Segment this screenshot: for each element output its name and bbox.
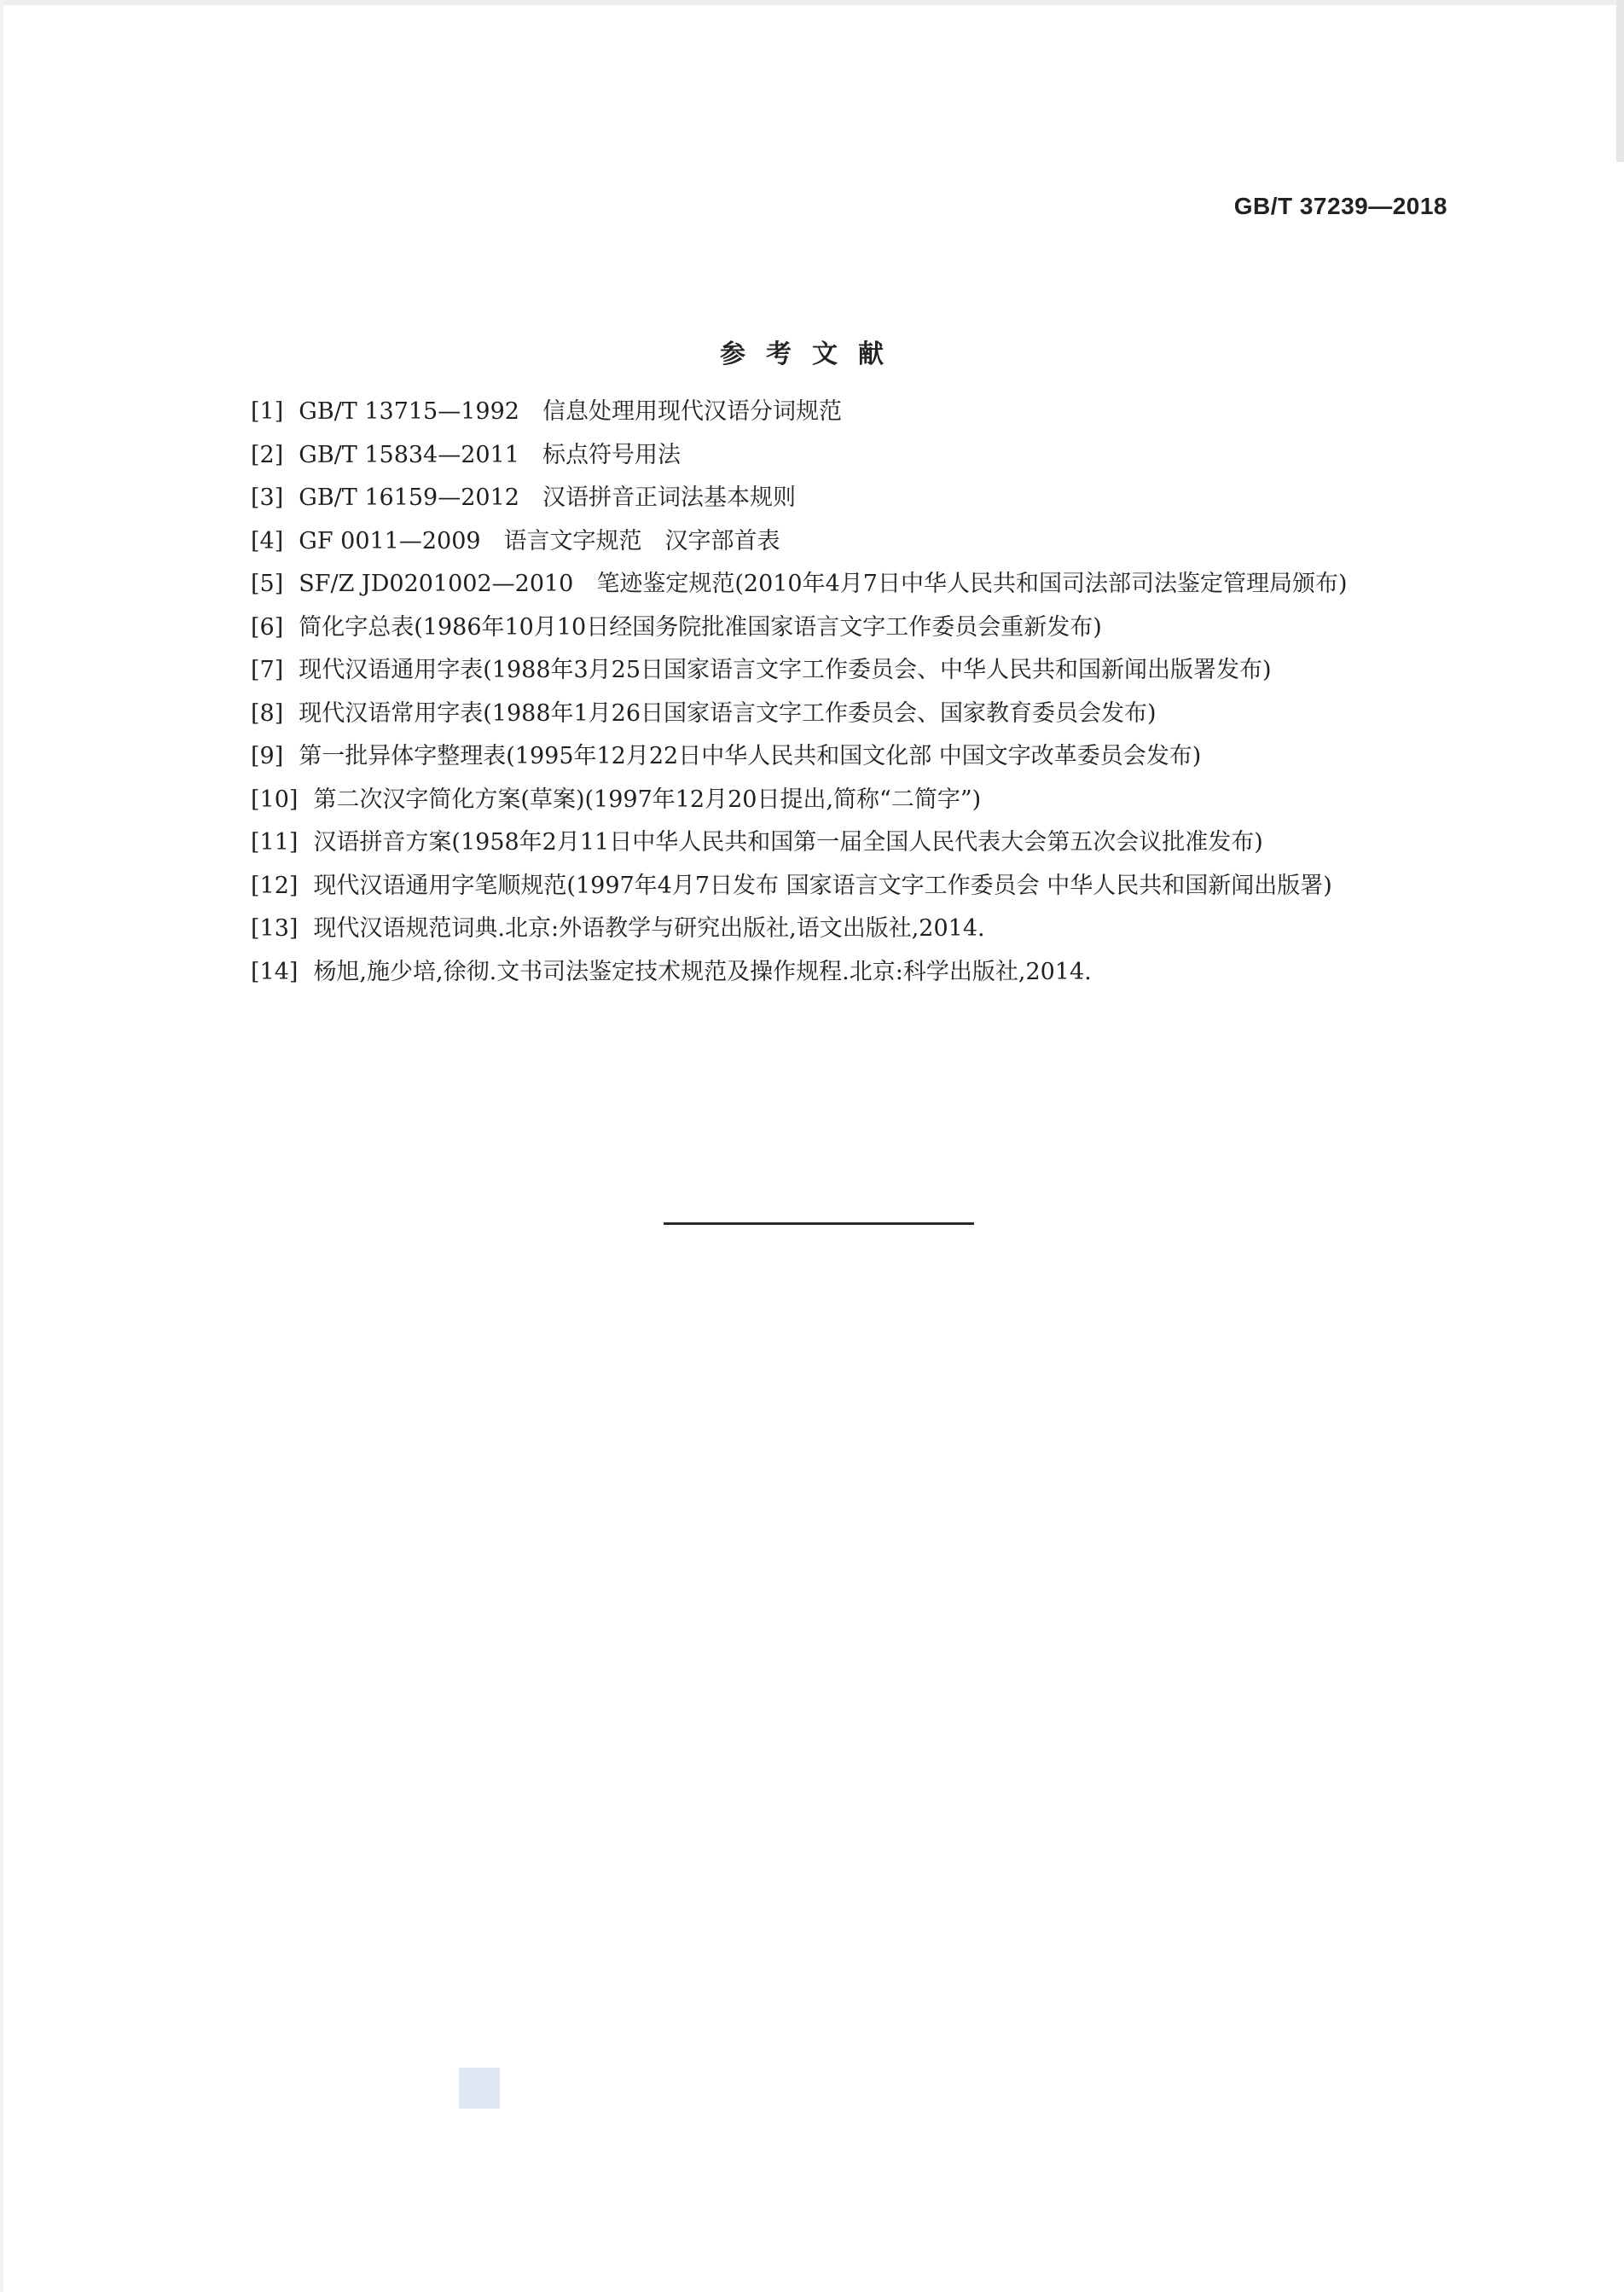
reference-text: 现代汉语通用字笔顺规范(1997年4月7日发布 国家语言文字工作委员会 中华人民共和国新闻出版署) <box>313 872 1332 899</box>
reference-text: GB/T 15834—2011 标点符号用法 <box>299 441 681 468</box>
reference-text: 第二次汉字简化方案(草案)(1997年12月20日提出,简称“二简字”) <box>313 786 982 813</box>
reference-item <box>160 735 1448 779</box>
reference-item <box>160 434 1448 478</box>
reference-text: 现代汉语常用字表(1988年1月26日国家语言文字工作委员会、国家教育委员会发布) <box>299 699 1157 727</box>
reference-number: [2] <box>251 441 284 468</box>
references-title: 参考文献 <box>720 339 904 369</box>
reference-text: 杨旭,施少培,徐彻.文书司法鉴定技术规范及操作规程.北京:科学出版社,2014. <box>313 958 1092 985</box>
reference-item <box>160 606 1448 650</box>
reference-text: 第一批异体字整理表(1995年12月22日中华人民共和国文化部 中国文字改革委员会发布) <box>299 743 1202 769</box>
reference-number: [6] <box>251 613 284 641</box>
reference-item <box>160 908 1448 951</box>
reference-item <box>160 779 1448 822</box>
reference-item <box>160 477 1448 520</box>
reference-item <box>160 391 1448 434</box>
reference-text: SF/Z JD0201002—2010 笔迹鉴定规范(2010年4月7日中华人民共和国司法部司法鉴定管理局颁布) <box>299 571 1348 597</box>
document-code: GB/T 37239—2018 <box>1233 193 1447 219</box>
reference-text: 现代汉语通用字表(1988年3月25日国家语言文字工作委员会、中华人民共和国新闻出版署发布) <box>299 657 1272 683</box>
reference-number: [3] <box>251 485 284 511</box>
reference-text: 汉语拼音方案(1958年2月11日中华人民共和国第一届全国人民代表大会第五次会议批准发布) <box>313 829 1263 856</box>
reference-item <box>160 649 1448 693</box>
scan-edge-top <box>0 0 1624 5</box>
watermark-logo-icon <box>459 2068 500 2109</box>
scan-edge-right <box>1616 0 1624 162</box>
reference-item <box>160 563 1448 606</box>
reference-list <box>160 391 1448 994</box>
reference-number: [12] <box>251 872 299 899</box>
reference-number: [14] <box>251 958 299 985</box>
reference-number: [7] <box>251 657 284 683</box>
reference-item <box>160 821 1448 865</box>
reference-number: [10] <box>251 786 299 813</box>
reference-number: [8] <box>251 699 284 727</box>
reference-number: [1] <box>251 398 284 425</box>
reference-text: GF 0011—2009 语言文字规范 汉字部首表 <box>299 527 780 554</box>
reference-item <box>160 693 1448 736</box>
reference-number: [11] <box>251 829 299 856</box>
reference-text: GB/T 16159—2012 汉语拼音正词法基本规则 <box>299 485 796 511</box>
reference-text: GB/T 13715—1992 信息处理用现代汉语分词规范 <box>299 398 842 425</box>
reference-item <box>160 951 1448 995</box>
end-of-document-rule <box>664 1222 974 1225</box>
reference-number: [13] <box>251 915 299 942</box>
reference-number: [5] <box>251 571 284 597</box>
reference-number: [4] <box>251 527 284 554</box>
reference-text: 现代汉语规范词典.北京:外语教学与研究出版社,语文出版社,2014. <box>313 915 985 942</box>
reference-number: [9] <box>251 743 284 769</box>
reference-item <box>160 865 1448 908</box>
reference-text: 简化字总表(1986年10月10日经国务院批准国家语言文字工作委员会重新发布) <box>299 613 1102 641</box>
reference-item <box>160 520 1448 564</box>
